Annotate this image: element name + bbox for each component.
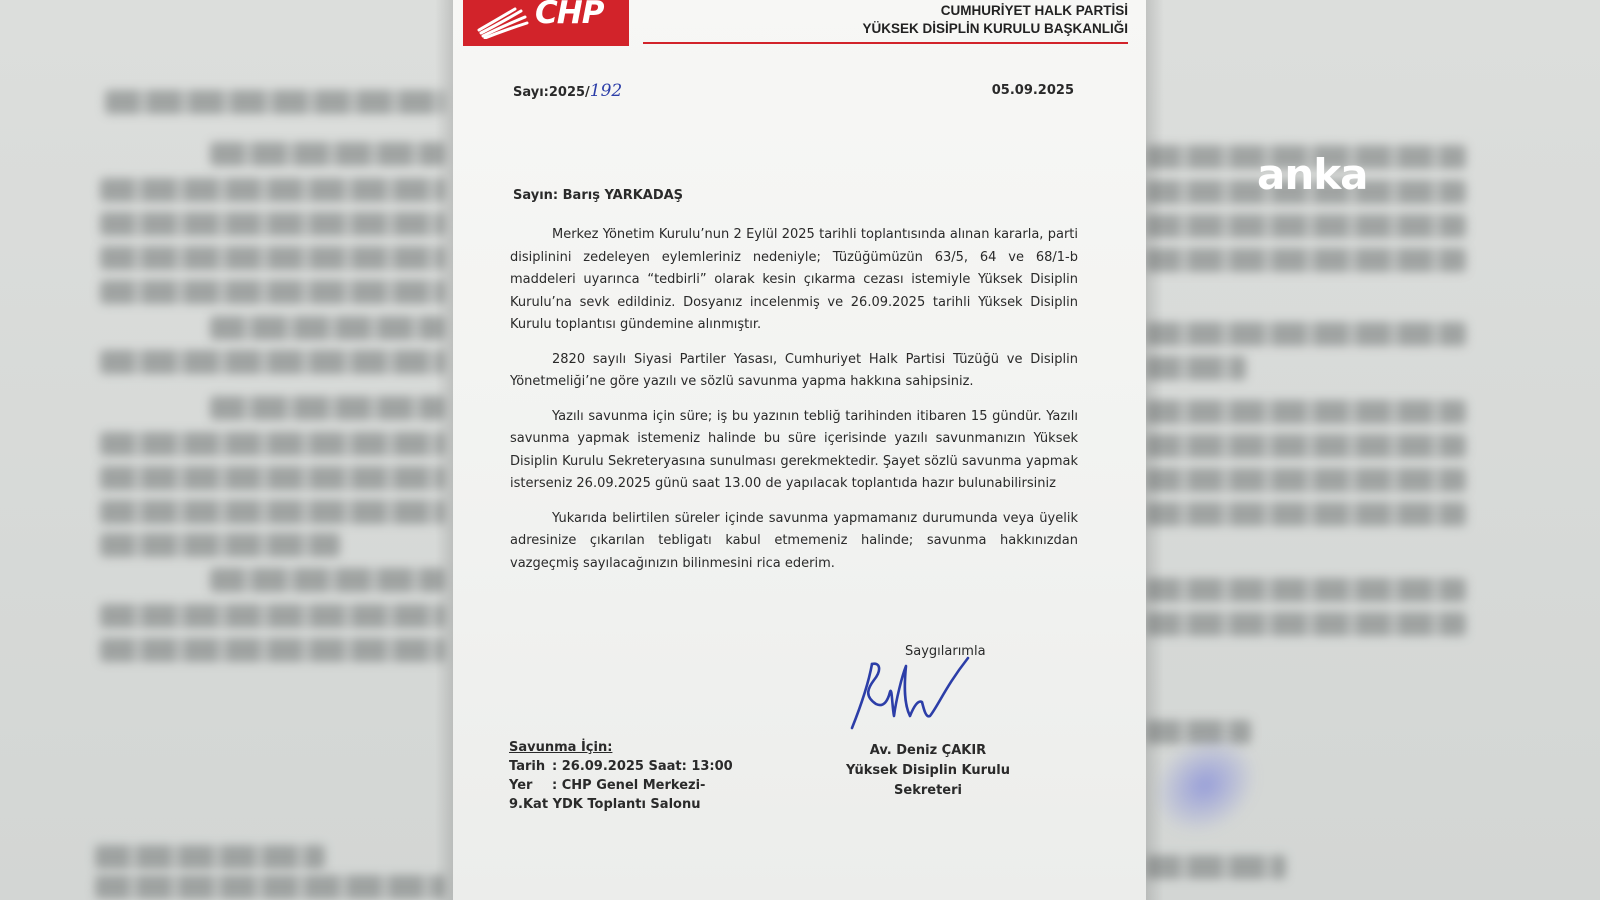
letterhead-title (862, 2, 1128, 38)
letter-date: 05.09.2025 (991, 83, 1074, 98)
defence-details (509, 738, 733, 814)
paper-shadow-right (1146, 0, 1164, 900)
defence-date-label: Tarih (509, 759, 546, 774)
reference-label: Sayı:2025/ (513, 85, 590, 100)
party-name: CUMHURİYET HALK PARTİSİ (940, 3, 1128, 18)
chp-logo (463, 0, 629, 46)
handwritten-signature (850, 656, 980, 736)
defence-place-label: Yer (509, 778, 533, 793)
board-name: YÜKSEK DİSİPLİN KURULU BAŞKANLIĞI (862, 21, 1128, 36)
defence-date-value: : 26.09.2025 Saat: 13:00 (552, 759, 733, 774)
closing: Saygılarımla (905, 644, 986, 659)
letter-body (510, 224, 1078, 587)
reference-number (513, 80, 622, 105)
chp-six-arrows-icon (477, 7, 529, 39)
blurred-background-left (0, 0, 453, 900)
anka-watermark: anka (1257, 150, 1368, 199)
paper-shadow-left (435, 0, 453, 900)
signer-block (813, 741, 1043, 801)
header-divider (643, 42, 1128, 44)
paragraph: Yukarıda belirtilen süreler içinde savunma yapmamanız durumunda veya üyelik adresinize çıkarılan tebligatı kabul etmemeniz halinde; savunma hakkınızdan vazgeçmiş sayılacağınızın bilinmesini rica ederim. (510, 510, 1078, 571)
signer-title: Yüksek Disiplin Kurulu Sekreteri (845, 763, 1010, 798)
defence-place-value: : CHP Genel Merkezi- (552, 778, 706, 793)
paragraph: Yazılı savunma için süre; iş bu yazının tebliğ tarihinden itibaren 15 gündür. Yazılı savunma yapmak istemeniz halinde bu süre içerisinde yazılı savunmanızın Yüksek Disiplin Kurulu Sekreteryasına sunulması gerekmektedir. Şayet sözlü savunma yapmak isterseniz 26.09.2025 günü saat 13.00 de yapılacak toplantıda hazır bulunabilirsiniz (510, 408, 1078, 491)
defence-title: Savunma İçin: (509, 740, 613, 755)
reference-handwritten-number: 192 (589, 81, 623, 101)
salutation: Sayın: Barış YARKADAŞ (513, 188, 684, 203)
logo-text: CHP (535, 0, 604, 31)
signer-name: Av. Deniz ÇAKIR (869, 743, 987, 758)
letter-document (453, 0, 1146, 900)
paragraph: Merkez Yönetim Kurulu’nun 2 Eylül 2025 tarihli toplantısında alınan kararla, parti disiplinini zedeleyen eylemleriniz nedeniyle; Tüzüğümüzün 63/5, 64 ve 68/1-b maddeleri uyarınca “tedbirli” olarak kesin çıkarma cezası istemiyle Yüksek Disiplin Kurulu’na sevk edildiniz. Dosyanız incelenmiş ve 26.09.2025 tarihli Yüksek Disiplin Kurulu toplantısı gündemine alınmıştır. (510, 227, 1078, 332)
defence-place-value-line2: 9.Kat YDK Toplantı Salonu (509, 797, 701, 812)
paragraph: 2820 sayılı Siyasi Partiler Yasası, Cumhuriyet Halk Partisi Tüzüğü ve Disiplin Yönetmeliği’ne göre yazılı ve sözlü savunma yapma hakkına sahipsiniz. (510, 351, 1078, 389)
